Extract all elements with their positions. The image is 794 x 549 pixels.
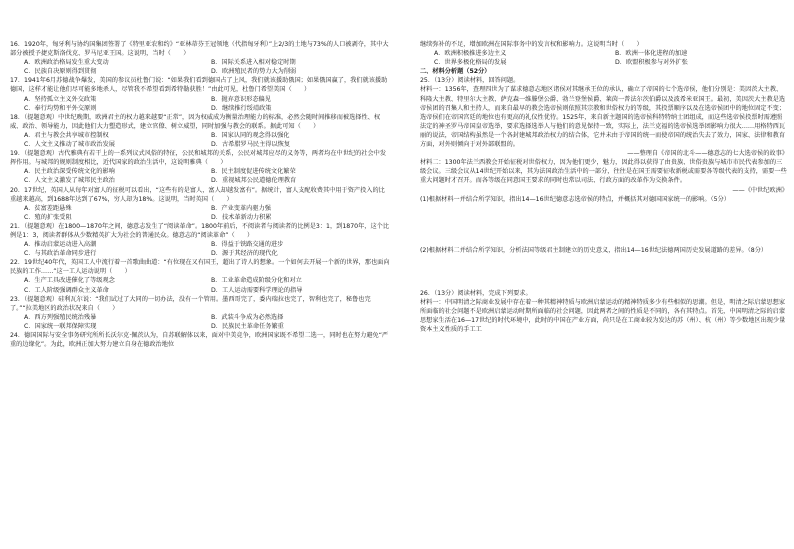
question-text: 24．德国国际与安全事务研究所所长沃尔克·佩茨认为，自苏联解体以来，面对中美竞争，欧洲国家既不希望二选一，同时也在努力避免“严重的边缘化”。为此，欧洲正加大努力建立自身在德政治地位	[10, 332, 389, 349]
answer-options	[10, 313, 390, 331]
question-block	[420, 246, 788, 289]
answer-option: C．与其政治革命同步进行	[24, 250, 97, 258]
question-block	[420, 76, 788, 85]
answer-option: A．坚持孤立主义外交政策	[24, 95, 97, 103]
answer-option: A．推动启蒙运动进入高潮	[24, 241, 97, 249]
question-block	[10, 331, 390, 349]
answer-option: A．民主政治深受传统文化的影响	[24, 168, 115, 176]
answer-option: A．欧洲政治格局发生重大变动	[24, 59, 109, 67]
answer-option: C．世界多极化格局的发展	[434, 59, 507, 67]
question-text: 22．19世纪40年代，英国工人中流行着一首歌曲曲道：“有位现在又有国王，超出了诗人的想象。一个如何去开展一个新的世界，那也面向民族的工作……”这一工人运动说明（ ）	[10, 259, 390, 276]
question-block	[420, 67, 788, 76]
answer-option: D．欧盟积极参与对外扩张	[615, 59, 688, 67]
answer-option: B．欧洲一体化进程的加速	[615, 50, 688, 58]
source-citation: ——整理自《帝国的北斗——德意志的七大选帝侯的故事》	[627, 150, 788, 158]
question-block	[420, 289, 788, 298]
question-text: 26．（13分）阅读材料，完成下列要求。	[420, 289, 532, 297]
answer-options	[10, 131, 390, 149]
answer-option: B．抛弃意识形态偏见	[211, 95, 271, 103]
question-block	[420, 298, 788, 334]
answer-option: D．重视城邦公民道德伦理教育	[211, 177, 297, 185]
answer-option: C．人文主义推动了城市政治发展	[24, 141, 115, 149]
question-block	[10, 295, 390, 331]
answer-space	[420, 255, 788, 289]
answer-option: B．民主制度促进传统文化繁荣	[211, 168, 296, 176]
question-block	[420, 158, 788, 185]
question-text: 19．（提题意观）古代雅典有若干上的一系列议式风俗的特征，公民和城邦的关系，公民对城邦应尽的义务等，两者均在中世纪的社会中发挥作用。与城邦的规则制度相比，近代国家的政治生活中，这说明雅典（ ）	[10, 150, 387, 167]
question-block	[10, 113, 390, 149]
section-heading: 二、材料分析题（52分）	[420, 68, 491, 76]
question-block	[10, 186, 390, 222]
answer-options	[10, 276, 390, 294]
question-block	[10, 76, 390, 112]
question-text: 材料一：中国明清之际商业发展中存在着一种其精神特质与欧洲启蒙运动的精神特质多少有些相似的思潮。但是，明清之际启蒙思想家所面临的社会问题不是欧洲启蒙运动时期所面临的社会问题，因此两者之间的性质是不同的，各有其特点。首先，中国明清之际的启蒙思想家生活在16—17世纪的时代环境中，此时的中国在产业方面，尚只是在工商业较为发达的苏（州）、杭（州）等少数地区出现少量资本主义性质的手工工	[420, 298, 786, 334]
answer-option: C．人文主义激发了城邦民主政治	[24, 177, 115, 185]
question-text: 16．1920年，匈牙利与协约国集团签署了《特里亚农和约》“亚林蒂芬王冠领地（代指匈牙利）”上2/3的土地与73%的人口被剥夺，其中大部分被授予捷克斯洛伐克、罗马尼亚王国。这说明，当时（ ）	[10, 41, 389, 58]
answer-option: D．源于其经济的现代化	[211, 250, 278, 258]
answer-options	[420, 49, 788, 67]
question-text: 21．（提题意观）在1800—1870年之间，德意志发生了“阅读革命”。1800年前后，不阅读者与阅读者的比例是3：1，到1870年，这个比例是1：3，阅读者群体从少数精英扩大为社会的普通民众。德意志的“阅读革命”（ ）	[10, 222, 390, 239]
question-block	[10, 258, 390, 294]
answer-option: A．西方列强殖民统治残暴	[24, 313, 97, 321]
answer-option: A．贫富差距悬殊	[24, 204, 72, 212]
answer-option: A．欧洲积极推进多边主义	[434, 50, 507, 58]
source-citation: ——《中世纪欧洲》	[732, 186, 788, 194]
question-block	[420, 149, 788, 158]
question-block	[420, 85, 788, 149]
answer-option: C．民族自决原则得到贯彻	[24, 68, 97, 76]
question-block	[420, 40, 788, 67]
answer-options	[10, 240, 390, 258]
question-text: 25．（13分）阅读材料，回答问题。	[420, 77, 520, 85]
answer-option: B．国际关系进入相对稳定时期	[211, 59, 296, 67]
question-text: 23．（提题意观）硅利瓦尔说：“我们试过了大同的一切办法，没有一个管用。墨西哥完了，委内瑞拉也完了，智利也完了，秘鲁也完了。”“拉美地区的政治状况来自（ ）	[10, 295, 371, 312]
answer-option: A．君主与教会共享城市控制权	[24, 131, 109, 139]
answer-option: C．工人阶级强调群众主义革命	[24, 286, 109, 294]
answer-option: B．工业革命造成阶级分化和对立	[211, 277, 302, 285]
question-text: 20．17世纪，英国人从每年对富人的征税可以看出，“这些有的是富人，富人却越发富有”。据统计，富人支配收费其中用于资产投入的比重越来越高，到1688年达到了67%，穷人却为18%。这说明，当时英国（ ）	[10, 186, 385, 203]
answer-option: B．得益于铁路交通的进步	[211, 241, 284, 249]
question-block	[420, 195, 788, 246]
left-column	[10, 40, 390, 543]
answer-option: D．技术革新动力积累	[211, 213, 272, 221]
answer-options	[10, 204, 390, 222]
answer-options	[10, 167, 390, 185]
question-text: 18．（提题意观）中世纪晚期，欧洲君主的权力越来越要“正常”，因为权威成为衡量治理能力的标准，必然会随时间推移而被选择性、权威、政治、领导能力，因此他们大力塑造形式，建立官僚、树立威望，同时加强与教会的联系。据此可知（ ）	[10, 113, 381, 130]
answer-option: C．殖的扩张受阻	[24, 213, 72, 221]
answer-space	[420, 204, 788, 246]
question-text: (2)根据材料二并结合所学知识，分析法国等级君主制建立的历史意义，指出14—16世纪法德两国历史发展道路的差异。（8分）	[420, 246, 768, 254]
answer-option: D．古希腊罗马民主得以恢复	[211, 141, 291, 149]
answer-option: B．国家认同的观念得以强化	[211, 131, 290, 139]
question-text: 材料一：1356年，查理四世为了谋求德意志地区诸侯对其继承王位的承认，确立了帝国的七个选帝侯，他们分别是：美因茨大主教、科隆大主教、特里尔大主教、萨克森一维滕堡公爵、勃兰登堡侯爵、莱茵一普法尔茨伯爵以及波希米亚国王。最初，美因茨大主教是选帝侯团的召集人和主持人，而来自最早的教会选帝侯则依照其宗教和世俗权力的等级，其投票顺序以及在选帝侯团中的地位固定不变；选帝侯们在帝国宫廷的地位也有更高的礼仪性优待。1525年，来自新主题国的选帝侯科特特纳士团组成，而这些选帝侯投票时需遵照法定的神圣罗马帝国皇帝选举，要求选择选举人与他们的意见保持一致，实际上，法兰克福的选帝侯选举团影响力很大……用格特西瓦丽的说法，帝国结构虽然是一个各封建城邦政治权力的结合体，它并未由于帝国的统一而使帝国的统治失去了效力，国家、法律和教育方面，对外则倾向于对外部联盟的。	[420, 86, 786, 149]
answer-option: D．欧洲殖民者的势力大为削弱	[211, 68, 297, 76]
question-text: 继续弥补的不足，增加欧洲在国际事务中的发言权和影响力。这说明当时（ ）	[420, 41, 643, 48]
right-column	[420, 40, 788, 543]
question-text: (1)根据材料一并结合所学知识，指出14—16世纪德意志选帝侯的特点，并概括其对德国国家统一的影响。（5分）	[420, 195, 730, 203]
question-block	[420, 186, 788, 195]
question-text: 材料二：1300年法兰西教会开始征税对世俗权力，因为他们更少，魅力，因此得以获得了由贵族、世俗贵族与城市市民代表参加的三级会议。三级会议从14世纪开始以来，其为法国政治生活中的一部分，往往是在国王需要征收新税或需要各等级代表的支持，需要一些重大问题时才召开。而各等级在同意国王要求的同时也常以司法、行政方面的改革作为交换条件。	[420, 159, 787, 185]
answer-option: D．工人运动需要科学理论的指导	[211, 286, 303, 294]
question-text: 17．1941年6月苏德战争爆发，美国的参议员杜鲁门说：“如果我们看到德国占了上风，我们就该援助俄国；如果俄国赢了，我们就该援助德国，这样才能让他们尽可能多地杀人，尽管我不希望看到希特勒获胜！”由此可见，杜鲁门希望美国（ ）	[10, 77, 388, 94]
answer-option: D．民族民主革命任务繁重	[211, 322, 284, 330]
answer-option: B．武装斗争成为必然选择	[211, 313, 284, 321]
question-block	[10, 149, 390, 185]
answer-option: B．产业变革内驱力强	[211, 204, 271, 212]
answer-options	[10, 58, 390, 76]
answer-option: C．国家统一联邦保障实现	[24, 322, 97, 330]
answer-option: C．奉行均势和平外交原则	[24, 104, 97, 112]
question-block	[10, 222, 390, 258]
answer-option: D．继续推行绥靖政策	[211, 104, 272, 112]
question-block	[10, 40, 390, 76]
answer-options	[10, 95, 390, 113]
answer-option: A．生产工具改进催化了等级观念	[24, 277, 115, 285]
